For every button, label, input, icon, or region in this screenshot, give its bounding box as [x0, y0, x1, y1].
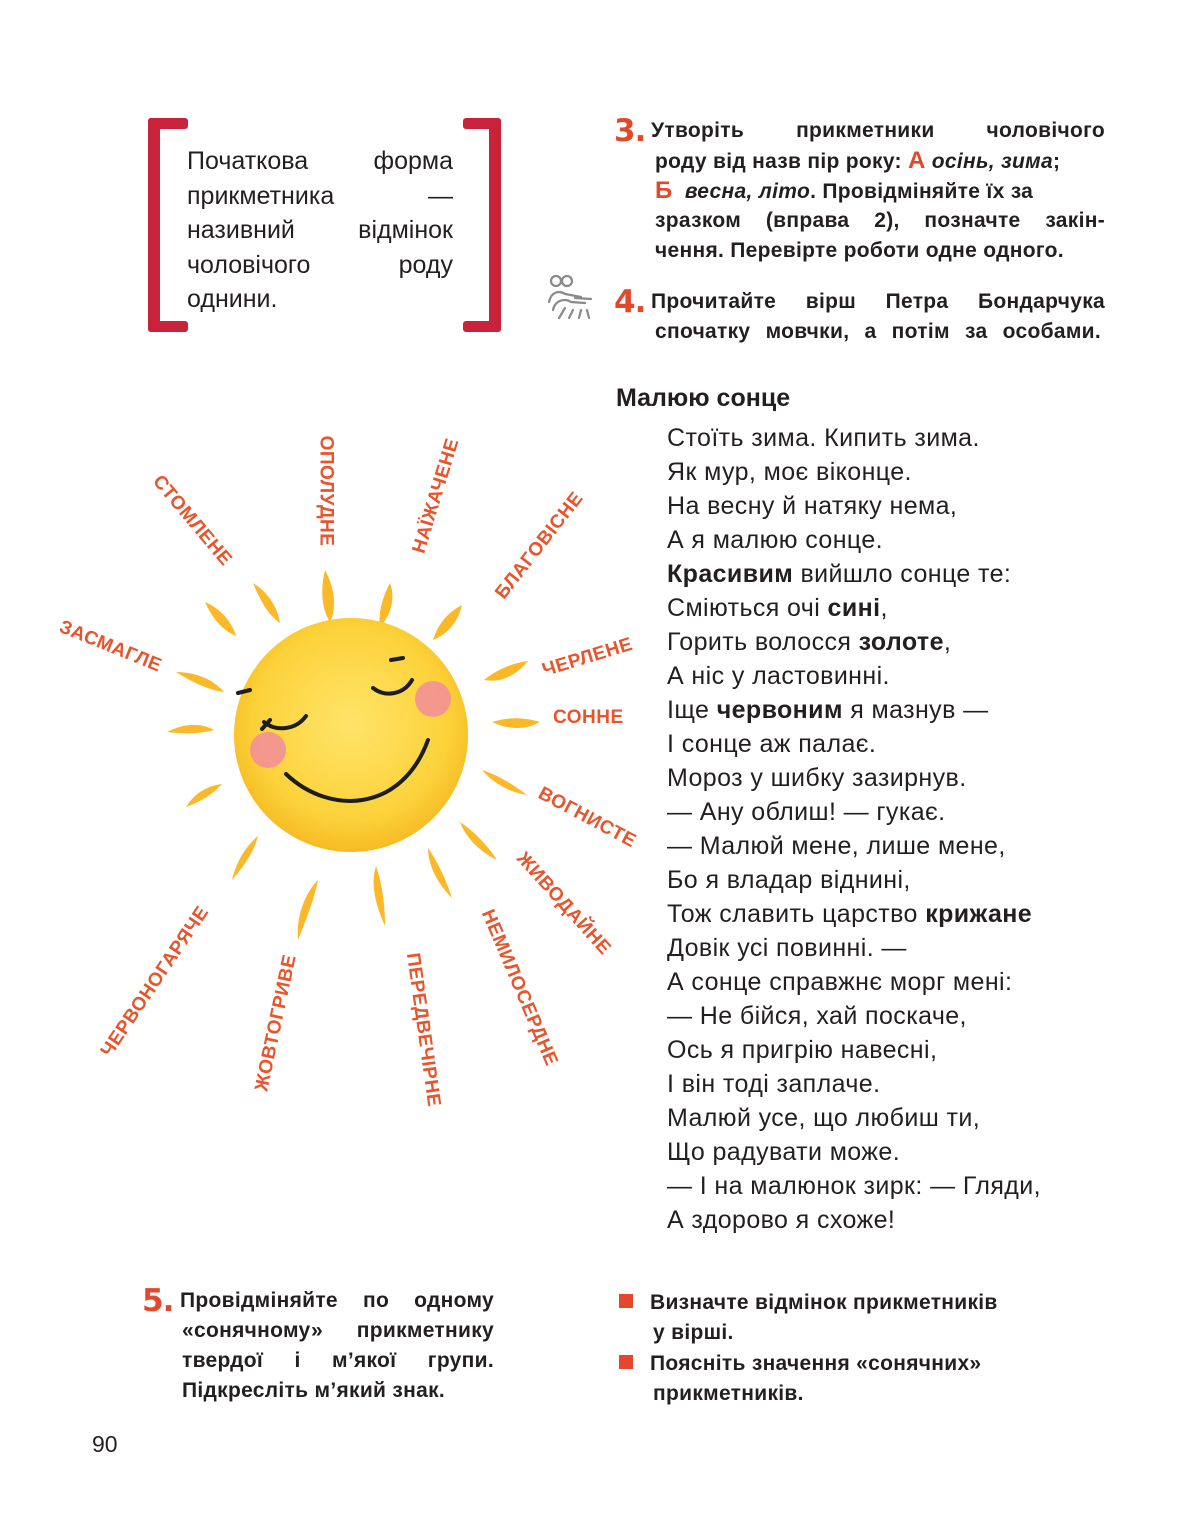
exercise-3-text: роду від назв пір року:	[655, 150, 908, 173]
sun-word: ПЕРЕДВЕЧІРНЕ	[401, 951, 445, 1109]
exercise-number: 3.	[614, 113, 646, 149]
poem-line: Мороз у шибку зазирнув.	[667, 764, 967, 792]
sun-word: НАЇЖАЧЕНЕ	[408, 435, 464, 556]
bullet-square-icon	[619, 1294, 633, 1308]
poem-line: І сонце аж палає.	[667, 730, 877, 758]
highlighted-adjective: золоте	[858, 628, 944, 656]
sun-word: БЛАГОВІСНЕ	[491, 488, 588, 604]
poem-line: А ніс у ластовинні.	[667, 662, 890, 690]
exercise-3-line-2: роду від назв пір року: А осінь, зима;	[655, 147, 1061, 174]
highlighted-adjective: крижане	[925, 900, 1033, 928]
exercise-number: 4.	[614, 284, 646, 320]
page-number: 90	[92, 1431, 118, 1457]
rule-text: Початкова форма прикметника — називний відмінок чоловічого роду однини.	[187, 147, 453, 313]
poem-line	[667, 557, 1041, 591]
highlighted-adjective: Красивим	[667, 560, 794, 588]
poem-text: ,	[880, 594, 888, 622]
poem-text: я мазнув —	[842, 696, 989, 724]
poem-text: Сміються очі	[667, 594, 828, 622]
poem-body	[667, 421, 1041, 1237]
poem-line: Ось я пригрію навесні,	[667, 1036, 938, 1064]
sun-word: ОПОЛУДНЕ	[315, 435, 337, 547]
exercise-3-line-4: зразком (вправа 2), позначте закін-	[655, 209, 1105, 232]
option-b-words: весна, літо	[684, 180, 811, 203]
poem-text: вийшло сонце те:	[793, 560, 1012, 588]
sun-word: СОННЕ	[553, 707, 624, 728]
exercise-5-line-3: твердої і м’якої групи.	[182, 1349, 494, 1372]
poem-text: Горить волосся	[667, 628, 859, 656]
question-1-line-2: у вірші.	[653, 1321, 734, 1344]
question-1-line-1: Визначте відмінок прикметників	[650, 1291, 998, 1314]
exercise-4-line-1: Прочитайте вірш Петра Бондарчука	[651, 290, 1105, 313]
question-2-line-1: Поясніть значення «сонячних»	[650, 1352, 982, 1375]
cheek-left	[250, 732, 286, 768]
sun-word: СТОМЛЕНЕ	[148, 471, 236, 571]
exercise-5-line-4: Підкресліть м’який знак.	[182, 1379, 446, 1402]
poem-line: Що радувати може.	[667, 1138, 901, 1166]
poem-text: Іще	[667, 696, 717, 724]
poem-line: — Ану облиш! — гукає.	[667, 798, 946, 826]
bullet-square-icon	[619, 1355, 633, 1369]
exercise-3-line-1: Утворіть прикметники чоловічого	[651, 119, 1105, 142]
exercise-3-line-3	[655, 176, 1107, 207]
poem-line: І він тоді заплаче.	[667, 1070, 881, 1098]
poem-line: — Малюй мене, лише мене,	[667, 832, 1006, 860]
exercise-3-text: . Провідміняйте їх за	[810, 180, 1034, 203]
poem-line: А я малюю сонце.	[667, 526, 884, 554]
poem-line: Малюй усе, що любиш ти,	[667, 1104, 981, 1132]
cheek-right	[415, 681, 451, 717]
highlighted-adjective: червоним	[716, 696, 843, 724]
sun-word: ЧЕРВОНОГАРЯЧЕ	[96, 902, 214, 1061]
poem-title: Малюю сонце	[616, 384, 791, 412]
poem-line: Як мур, моє віконце.	[667, 458, 912, 486]
sun-word: НЕМИЛОСЕРДНЕ	[476, 906, 562, 1070]
sun-word: ЖОВТОГРИВЕ	[251, 952, 301, 1094]
poem-text: ,	[943, 628, 952, 656]
poem-line: Бо я владар віднині,	[667, 866, 911, 894]
highlighted-adjective: сині	[827, 594, 881, 622]
poem-line: Довік усі повинні. —	[667, 934, 907, 962]
question-2-line-2: прикметників.	[653, 1382, 804, 1405]
poem-line	[667, 897, 1041, 931]
sun-word: ЗАСМАГЛЕ	[56, 616, 165, 677]
poem-line: А сонце справжнє морг мені:	[667, 968, 1013, 996]
poem-line: Стоїть зима. Кипить зима.	[667, 424, 980, 452]
exercise-4-line-2: спочатку мовчки, а потім за особами.	[655, 320, 1101, 343]
sun-word: ВОГНИСТЕ	[534, 783, 640, 853]
poem-line: — І на малюнок зирк: — Гляди,	[667, 1172, 1041, 1200]
sun-word: ЧЕРЛЕНЕ	[539, 633, 636, 682]
poem-line	[667, 625, 1041, 659]
exercise-3-line-5: чення. Перевірте роботи одне одного.	[655, 239, 1064, 262]
poem-line: А здорово я схоже!	[667, 1206, 896, 1234]
exercise-5-line-2: «сонячному» прикметнику	[182, 1319, 494, 1342]
option-b-letter: Б	[655, 177, 673, 204]
option-a-words: осінь, зима	[931, 150, 1053, 173]
poem-text: Тож славить царство	[667, 900, 926, 928]
poem-line	[667, 591, 1041, 625]
poem-line: — Не бійся, хай поскаче,	[667, 1002, 967, 1030]
sun-word: ЖИВОДАЙНЕ	[512, 848, 616, 960]
option-a-letter: А	[907, 147, 926, 174]
poem-line: На весну й натяку нема,	[667, 492, 958, 520]
sun-image	[0, 0, 700, 1150]
exercise-5-line-1: Провідміняйте по одному	[180, 1289, 494, 1312]
poem-line	[667, 693, 1041, 727]
exercise-number: 5.	[142, 1283, 174, 1319]
